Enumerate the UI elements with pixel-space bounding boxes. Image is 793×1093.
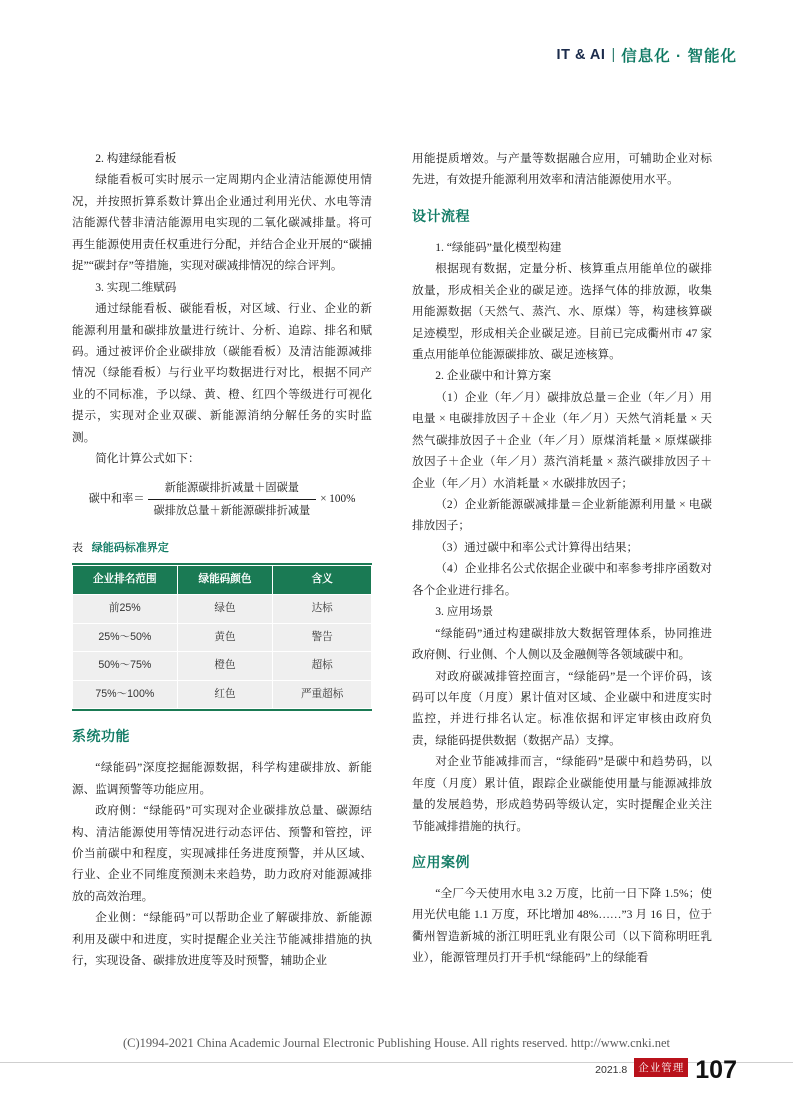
section-heading-system-functions: 系统功能	[72, 728, 130, 745]
table-cell: 黄色	[177, 623, 273, 652]
paragraph: 用能提质增效。与产量等数据融合应用，可辅助企业对标先进，有效提升能源利用效率和清洁能源使用水平。	[412, 152, 712, 187]
table-header-cell: 含义	[273, 566, 372, 595]
issue-date: 2021.8	[595, 1064, 628, 1076]
page-number: 107	[695, 1055, 737, 1084]
table-header-row	[73, 566, 372, 595]
paragraph: 3. 实现二维赋码	[95, 280, 177, 294]
paragraph: 对政府碳减排管控面言，“绿能码”是一个评价码，该码可以年度（月度）累计值对区域、企业碳中和进度实时监控，并进行排名认定。标准依据和评定审核由政府负责，绿能码提供数据（数据产品）支撑。	[412, 669, 712, 747]
formula-left-hand-side: 碳中和率＝	[88, 493, 145, 506]
table-cell: 绿色	[177, 594, 273, 623]
paragraph: 简化计算公式如下：	[95, 452, 200, 466]
right-column	[412, 148, 712, 969]
page-header	[557, 44, 737, 66]
carbon-neutrality-formula	[72, 478, 372, 522]
table-cell: 25%～50%	[73, 623, 178, 652]
header-it-ai: IT & AI	[556, 47, 606, 63]
copyright-line	[0, 1036, 793, 1051]
table-cell: 警告	[273, 623, 372, 652]
section-heading-application-case: 应用案例	[412, 854, 470, 871]
copyright-text: (C)1994-2021 China Academic Journal Electronic Publishing House. All rights reserved.	[122, 1036, 568, 1050]
paragraph: （4）企业排名公式依据企业碳中和率参考排序函数对各个企业进行排名。	[412, 562, 712, 597]
formula-denominator: 碳排放总量＋新能源碳排折减量	[148, 499, 317, 522]
table-row	[73, 623, 372, 652]
paragraph: “绿能码”通过构建碳排放大数据管理体系，协同推进政府侧、行业侧、个人侧以及金融侧等各领域碳中和。	[412, 626, 712, 662]
table-cell: 前25%	[73, 594, 178, 623]
table-cell: 50%～75%	[73, 652, 178, 681]
formula-fraction	[148, 478, 317, 522]
paragraph: 3. 应用场景	[435, 605, 494, 619]
table-header-cell: 企业排名范围	[73, 566, 178, 595]
section-heading-design-process: 设计流程	[412, 207, 470, 224]
paragraph: 对企业节能减排而言，“绿能码”是碳中和趋势码，以年度（月度）累计值，跟踪企业碳能使用量与能源减排放量的发展趋势，形成趋势码等级认定，实时提醒企业关注节能减排措施的执行。	[412, 755, 712, 833]
paragraph: 根据现有数据，定量分析、核算重点用能单位的碳排放量，形成相关企业的碳足迹。选择气体的排放源，收集用能源数据（天然气、蒸汽、水、原煤）等，构建核算碳足迹模型，形成相关企业碳足迹。目前已完成衢州市 47 家重点用能单位能源碳排放、碳足迹核算。	[412, 262, 712, 361]
table-header-cell: 绿能码颜色	[177, 566, 273, 595]
header-separator: |	[611, 47, 616, 63]
table-cell: 75%～100%	[73, 680, 178, 709]
paragraph: （1）企业（年／月）碳排放总量＝企业（年／月）用电量 × 电碳排放因子＋企业（年／月）天然气消耗量 × 天然气碳排放因子＋企业（年／月）原煤消耗量 × 原煤碳排放因子＋企业（年／月）蒸汽消耗量 × 蒸汽碳排放因子＋企业（年／月）水消耗量 × 水碳排放因子；	[412, 390, 712, 490]
paragraph: 1. “绿能码”量化模型构建	[435, 240, 562, 254]
cnki-url[interactable]: http://www.cnki.net	[570, 1036, 671, 1050]
table-caption	[72, 538, 372, 558]
formula-numerator: 新能源碳排折减量＋固碳量	[164, 481, 299, 494]
table-caption-title: 绿能码标准界定	[91, 542, 169, 554]
table-bottom-rule	[72, 709, 372, 711]
paragraph: （2）企业新能源碳减排量＝企业新能源利用量 × 电碳排放因子；	[412, 498, 712, 533]
paragraph: 通过绿能看板、碳能看板，对区域、行业、企业的新能源利用量和碳排放量进行统计、分析、追踪、排名和赋码。通过被评价企业碳排放（碳能看板）及清洁能源减排情况（绿能看板）与行业平均数据进行对比，根据不同产业的不同标准，予以绿、黄、橙、红四个等级进行可视化提示，实现对企业双碳、新能源消纳分解任务的实时监测。	[72, 302, 372, 444]
paragraph: “绿能码”深度挖掘能源数据，科学构建碳排放、新能源、监调预警等功能应用。	[72, 761, 372, 796]
table-caption-label: 表	[72, 542, 83, 554]
footer-meta	[595, 1055, 737, 1084]
table-row	[73, 652, 372, 681]
table-cell: 严重超标	[273, 680, 372, 709]
table-row	[73, 594, 372, 623]
paragraph: 政府侧：“绿能码”可实现对企业碳排放总量、碳源结构、清洁能源使用等情况进行动态评估、预警和管控，评价当前碳中和程度，实现减排任务进度预警，并从区域、行业、企业不同维度预测未来趋势，助力政府对能源减排放的高效治理。	[72, 804, 372, 903]
left-column	[72, 148, 372, 972]
table-row	[73, 680, 372, 709]
magazine-badge: 企业管理	[634, 1058, 688, 1077]
green-code-standard-table	[72, 565, 372, 709]
table-cell: 红色	[177, 680, 273, 709]
table-cell: 达标	[273, 594, 372, 623]
formula-right-hand-side: × 100%	[320, 493, 356, 506]
paragraph: 绿能看板可实时展示一定周期内企业清洁能源使用情况，并按照折算系数计算出企业通过利用光伏、水电等清洁能源代替非清洁能源用电实现的二氧化碳减排量。将可再生能源使用责任权重进行分配，并结合企业开展的“碳捕捉”“碳封存”等措施，实现对碳减排情况的综合评判。	[72, 173, 372, 273]
paragraph: 2. 构建绿能看板	[95, 152, 177, 165]
table-cell: 超标	[273, 652, 372, 681]
paragraph: 2. 企业碳中和计算方案	[435, 369, 552, 383]
paragraph: （3）通过碳中和率公式计算得出结果；	[435, 540, 639, 554]
header-chinese-title: 信息化 · 智能化	[621, 48, 737, 65]
table-cell: 橙色	[177, 652, 273, 681]
paragraph: “全厂今天使用水电 3.2 万度，比前一日下降 1.5%；使用光伏电能 1.1 万度，环比增加 48%……”3 月 16 日，位于衢州智造新城的浙江明旺乳业有限公司（以下简称明旺乳业），能源管理员打开手机“绿能码”上的绿能看	[412, 886, 712, 965]
paragraph: 企业侧：“绿能码”可以帮助企业了解碳排放、新能源利用及碳中和进度，实时提醒企业关注节能减排措施的执行，实现设备、碳排放进度等及时预警，辅助企业	[72, 911, 372, 968]
